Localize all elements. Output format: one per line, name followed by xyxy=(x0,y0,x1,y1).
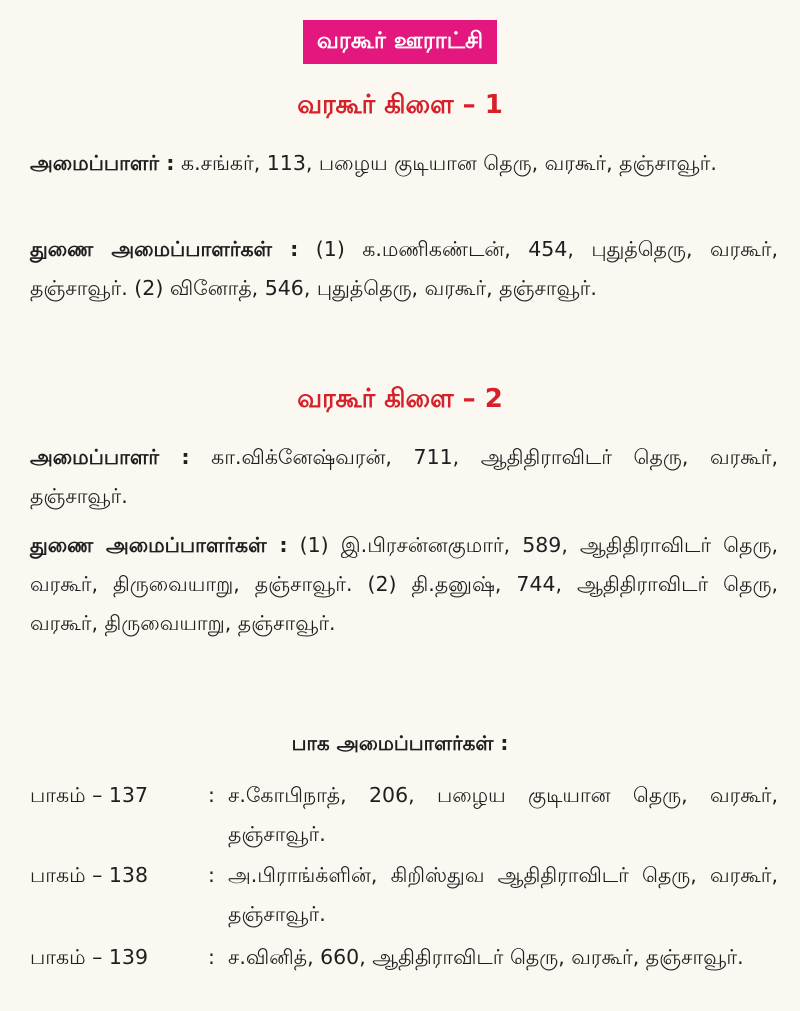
branch-1-heading: வரகூர் கிளை – 1 xyxy=(297,90,503,120)
deputy-text: (1) க.மணிகண்டன், 454, புதுத்தெரு, வரகூர், தஞ்சாவூர். (2) வினோத், 546, புதுத்தெரு, வரகூர், தஞ்சாவூர். xyxy=(30,237,778,300)
deputy-text: (1) இ.பிரசன்னகுமார், 589, ஆதிதிராவிடர் தெரு, வரகூர், திருவையாறு, தஞ்சாவூர். (2) தி.தனுஷ், 744, ஆதிதிராவிடர் தெரு, வரகூர், திருவையாறு, தஞ்சாவூர். xyxy=(30,533,778,635)
branch-1-deputies xyxy=(30,230,778,308)
branch-2-deputies xyxy=(30,526,778,643)
organizer-label: அமைப்பாளர் : xyxy=(30,445,190,469)
branch-2-organizer xyxy=(30,438,778,516)
branch-1-organizer xyxy=(30,144,778,183)
deputy-label: துணை அமைப்பாளர்கள் : xyxy=(30,533,288,557)
part-value: ச.வினித், 660, ஆதிதிராவிடர் தெரு, வரகூர், தஞ்சாவூர். xyxy=(228,945,744,969)
part-label: பாகம் – 138 xyxy=(30,863,148,887)
deputy-label: துணை அமைப்பாளர்கள் : xyxy=(30,237,299,261)
part-value: ச.கோபிநாத், 206, பழைய குடியான தெரு, வரகூர், தஞ்சாவூர். xyxy=(228,783,778,846)
organizer-label: அமைப்பாளர் : xyxy=(30,151,175,175)
organizer-text: கா.விக்னேஷ்வரன், 711, ஆதிதிராவிடர் தெரு, வரகூர், தஞ்சாவூர். xyxy=(30,445,778,508)
part-colon: : xyxy=(208,945,215,969)
part-colon: : xyxy=(208,783,215,807)
part-value: அ.பிராங்க்ளின், கிறிஸ்துவ ஆதிதிராவிடர் தெரு, வரகூர், தஞ்சாவூர். xyxy=(228,863,778,926)
part-colon: : xyxy=(208,863,215,887)
part-label: பாகம் – 139 xyxy=(30,945,148,969)
panchayat-banner: வரகூர் ஊராட்சி xyxy=(303,20,497,64)
part-label: பாகம் – 137 xyxy=(30,783,148,807)
parts-organizers-heading: பாக அமைப்பாளர்கள் : xyxy=(291,731,509,755)
branch-2-heading: வரகூர் கிளை – 2 xyxy=(297,384,503,414)
banner-wrapper xyxy=(0,20,800,64)
organizer-text: க.சங்கர், 113, பழைய குடியான தெரு, வரகூர், தஞ்சாவூர். xyxy=(174,151,717,175)
